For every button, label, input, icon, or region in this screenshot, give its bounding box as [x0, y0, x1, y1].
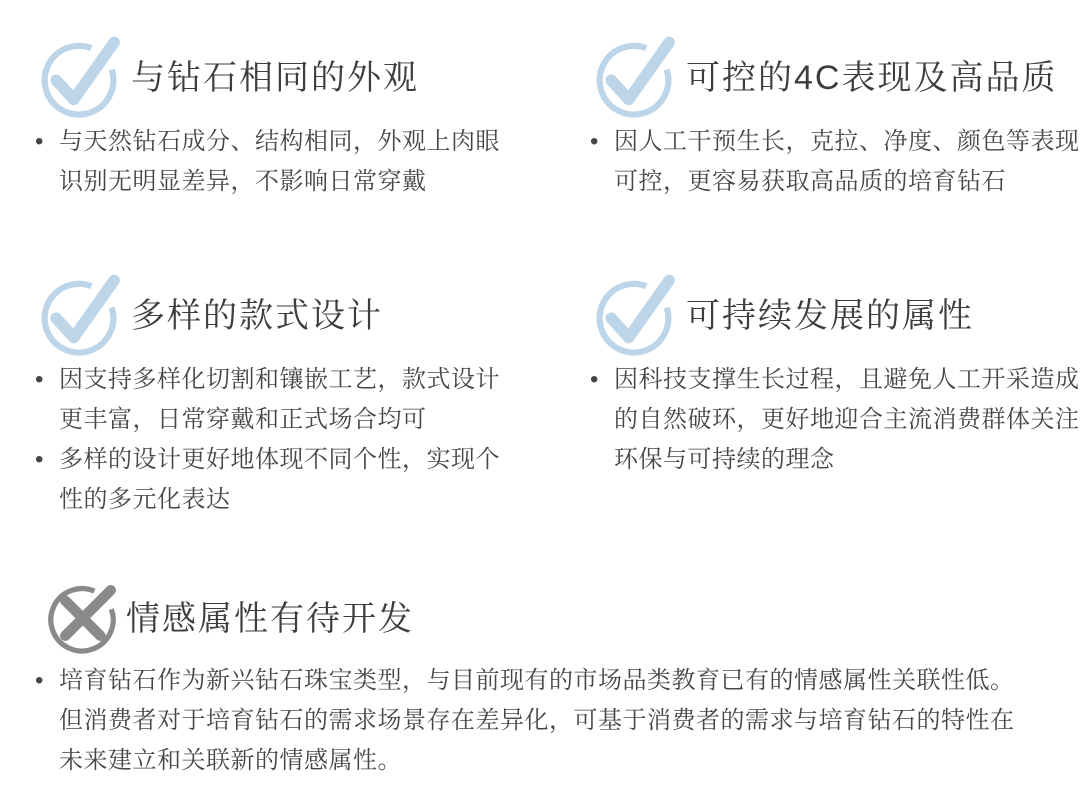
bullet-list — [35, 661, 1029, 781]
bullet-marker: • — [590, 366, 599, 393]
bullet-marker: • — [35, 446, 44, 473]
feature-title: 情感属性有待开发 — [126, 599, 414, 638]
bullet-marker: • — [35, 128, 44, 155]
bullet-item — [590, 122, 1080, 202]
bullet-text: 因支持多样化切割和镶嵌工艺，款式设计更丰富，日常穿戴和正式场合均可 — [59, 366, 500, 433]
bullet-item — [35, 661, 1029, 781]
bullet-text: 因人工干预生长，克拉、净度、颜色等表现可控，更容易获取高品质的培育钻石 — [614, 128, 1080, 195]
section-diverse-designs — [35, 268, 509, 520]
cross-circle-icon — [42, 575, 122, 655]
feature-header — [590, 268, 1080, 356]
bullet-list — [590, 122, 1080, 202]
bullet-list — [35, 122, 509, 202]
features-grid — [35, 30, 1080, 575]
feature-title: 与钻石相同的外观 — [131, 58, 419, 97]
bullet-text: 多样的设计更好地体现不同个性，实现个性的多元化表达 — [59, 446, 500, 513]
check-circle-icon — [590, 268, 678, 356]
section-controllable-4c — [590, 30, 1080, 202]
feature-header — [35, 30, 509, 118]
bullet-list — [590, 360, 1080, 480]
bullet-text: 与天然钻石成分、结构相同，外观上肉眼识别无明显差异，不影响日常穿戴 — [59, 128, 500, 195]
bullet-marker: • — [35, 667, 44, 694]
feature-header — [42, 575, 1080, 655]
check-circle-icon — [590, 30, 678, 118]
check-circle-icon — [35, 268, 123, 356]
bullet-marker: • — [35, 366, 44, 393]
feature-header — [35, 268, 509, 356]
feature-title: 多样的款式设计 — [131, 296, 383, 335]
feature-title: 可控的4C表现及高品质 — [686, 58, 1058, 97]
bullet-list — [35, 360, 509, 520]
bullet-item — [35, 440, 509, 520]
section-sustainability — [590, 268, 1080, 520]
bullet-item — [35, 360, 509, 440]
section-same-appearance — [35, 30, 509, 202]
bullet-item — [590, 360, 1080, 480]
feature-header — [590, 30, 1080, 118]
bullet-item — [35, 122, 509, 202]
bullet-text: 培育钻石作为新兴钻石珠宝类型，与目前现有的市场品类教育已有的情感属性关联性低。但消费者对于培育钻石的需求场景存在差异化，可基于消费者的需求与培育钻石的特性在未来建立和关联新的情感属性。 — [59, 667, 1015, 774]
check-circle-icon — [35, 30, 123, 118]
bullet-text: 因科技支撑生长过程，且避免人工开采造成的自然破环，更好地迎合主流消费群体关注环保与可持续的理念 — [614, 366, 1080, 473]
bullet-marker: • — [590, 128, 599, 155]
section-emotional-attributes — [35, 575, 1080, 781]
feature-title: 可持续发展的属性 — [686, 296, 974, 335]
